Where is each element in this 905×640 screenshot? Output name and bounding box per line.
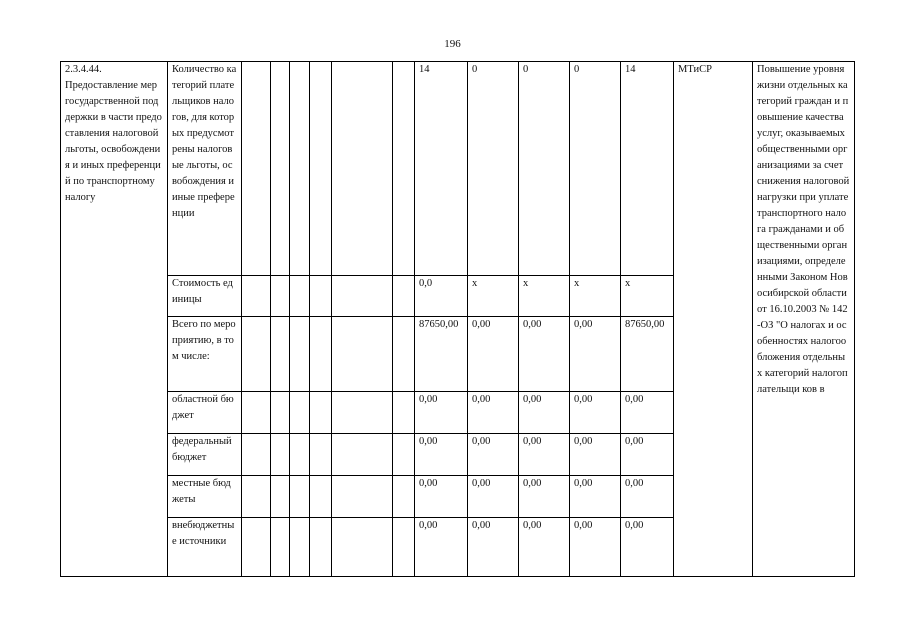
value-cell: 0,00 (519, 518, 570, 577)
empty-cell (393, 317, 415, 392)
empty-cell (310, 276, 332, 317)
empty-cell (332, 434, 393, 476)
value-cell: 0,00 (468, 392, 519, 434)
empty-cell (332, 518, 393, 577)
empty-cell (310, 476, 332, 518)
value-cell: 0,00 (468, 518, 519, 577)
value-cell: 0,00 (621, 392, 674, 434)
empty-cell (290, 434, 310, 476)
value-cell: 0,00 (468, 476, 519, 518)
empty-cell (393, 276, 415, 317)
expected-result-cell: Повышение уровня жизни отдельных категорий граждан и повышение качества услуг, оказываемых общественными организациями за счет снижения налоговой нагрузки при уплате транспортного налога гражданами и общественными организациями, определенными Законом Новосибирской области от 16.10.2003 № 142-ОЗ "О налогах и особенностях налогообложения отдельных категорий налогоплательщи ков в (753, 62, 855, 577)
empty-cell (290, 276, 310, 317)
value-cell: 0 (468, 62, 519, 276)
empty-cell (271, 434, 290, 476)
empty-cell (290, 476, 310, 518)
value-cell: х (621, 276, 674, 317)
value-cell: 14 (415, 62, 468, 276)
value-cell: 0,00 (468, 434, 519, 476)
executor-cell: МТиСР (674, 62, 753, 577)
empty-cell (393, 434, 415, 476)
value-cell: 0,00 (519, 317, 570, 392)
value-cell: 0,00 (570, 518, 621, 577)
empty-cell (242, 317, 271, 392)
value-cell: 0,00 (570, 392, 621, 434)
empty-cell (271, 62, 290, 276)
measure-name: Предоставление мер государственной поддержки в части предоставления налоговой льготы, освобождения и иных преференций по транспортному налогу (65, 80, 162, 203)
page-number: 196 (444, 38, 461, 50)
empty-cell (332, 62, 393, 276)
value-cell: 0,00 (519, 476, 570, 518)
value-cell: 0,00 (468, 317, 519, 392)
value-cell: 0,00 (415, 434, 468, 476)
value-cell: 87650,00 (415, 317, 468, 392)
measure-code: 2.3.4.44. (65, 64, 102, 75)
value-cell: 0,00 (570, 476, 621, 518)
value-cell: 0,00 (621, 476, 674, 518)
table-row (61, 62, 855, 276)
empty-cell (393, 62, 415, 276)
empty-cell (393, 518, 415, 577)
empty-cell (310, 62, 332, 276)
empty-cell (332, 476, 393, 518)
empty-cell (290, 62, 310, 276)
value-cell: 0 (519, 62, 570, 276)
indicator-cell: внебюджетные источники (168, 518, 242, 577)
value-cell: 14 (621, 62, 674, 276)
value-cell: 0,00 (570, 317, 621, 392)
empty-cell (271, 276, 290, 317)
empty-cell (242, 434, 271, 476)
indicator-cell: Стоимость единицы (168, 276, 242, 317)
value-cell: 0,00 (621, 434, 674, 476)
empty-cell (332, 317, 393, 392)
empty-cell (393, 476, 415, 518)
value-cell: х (468, 276, 519, 317)
empty-cell (242, 518, 271, 577)
empty-cell (393, 392, 415, 434)
empty-cell (242, 276, 271, 317)
value-cell: 0,00 (570, 434, 621, 476)
value-cell: х (570, 276, 621, 317)
empty-cell (242, 476, 271, 518)
empty-cell (290, 317, 310, 392)
indicator-cell: Всего по мероприятию, в том числе: (168, 317, 242, 392)
value-cell: 0,00 (415, 518, 468, 577)
empty-cell (290, 392, 310, 434)
indicator-cell: областной бюджет (168, 392, 242, 434)
value-cell: 87650,00 (621, 317, 674, 392)
value-cell: 0,0 (415, 276, 468, 317)
empty-cell (332, 276, 393, 317)
empty-cell (310, 434, 332, 476)
empty-cell (310, 518, 332, 577)
measures-table (60, 61, 855, 577)
empty-cell (310, 392, 332, 434)
value-cell: 0,00 (519, 392, 570, 434)
empty-cell (271, 476, 290, 518)
empty-cell (242, 62, 271, 276)
measure-cell (61, 62, 168, 577)
value-cell: х (519, 276, 570, 317)
empty-cell (310, 317, 332, 392)
empty-cell (271, 317, 290, 392)
empty-cell (242, 392, 271, 434)
value-cell: 0,00 (415, 392, 468, 434)
empty-cell (271, 518, 290, 577)
indicator-cell: местные бюджеты (168, 476, 242, 518)
value-cell: 0,00 (519, 434, 570, 476)
indicator-cell: федеральный бюджет (168, 434, 242, 476)
indicator-cell: Количество категорий плательщиков налогов, для которых предусмотрены налоговые льготы, освобождения и иные преференции (168, 62, 242, 276)
empty-cell (271, 392, 290, 434)
value-cell: 0,00 (415, 476, 468, 518)
empty-cell (332, 392, 393, 434)
value-cell: 0 (570, 62, 621, 276)
value-cell: 0,00 (621, 518, 674, 577)
empty-cell (290, 518, 310, 577)
